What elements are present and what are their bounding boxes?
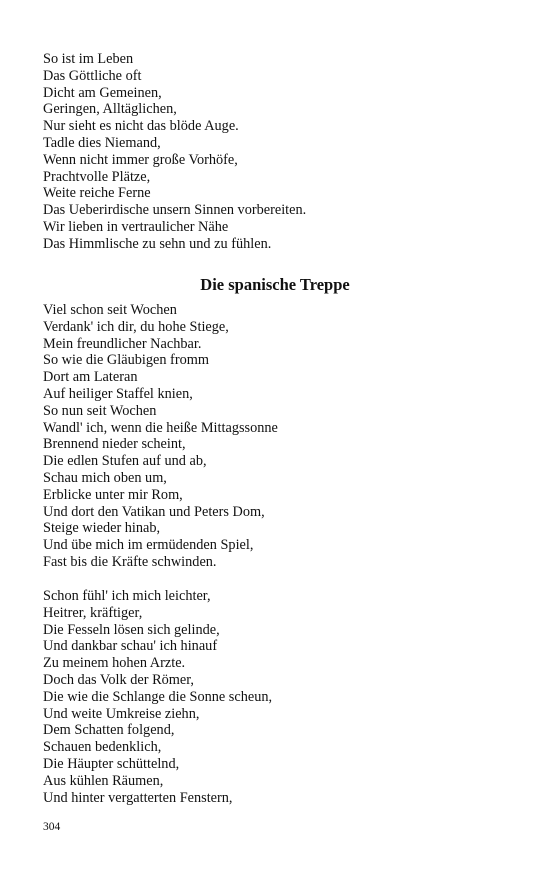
verse-line: Dem Schatten folgend, (43, 722, 175, 739)
verse-line: Und dankbar schau' ich hinauf (43, 638, 218, 655)
page-number: 304 (43, 821, 61, 833)
verse-line: Brennend nieder scheint, (43, 436, 186, 453)
verse-line: Aus kühlen Räumen, (43, 772, 164, 789)
verse-line: Dort am Lateran (43, 369, 138, 386)
verse-line: Die Häupter schüttelnd, (43, 755, 180, 772)
verse-line: Nur sieht es nicht das blöde Auge. (43, 118, 239, 135)
verse-line: Zu meinem hohen Arzte. (43, 655, 186, 672)
verse-line: Und übe mich im ermüdenden Spiel, (43, 537, 254, 554)
poem-title: Die spanische Treppe (200, 275, 350, 294)
verse-line: Schon fühl' ich mich leichter, (43, 588, 211, 604)
verse-line: Das Ueberirdische unsern Sinnen vorbereiten. (43, 202, 307, 219)
verse-line: So nun seit Wochen (43, 402, 157, 419)
verse-line: Die Fesseln lösen sich gelinde, (43, 621, 220, 638)
previous-poem-ending (43, 51, 306, 253)
verse-line: Und weite Umkreise ziehn, (43, 705, 200, 722)
verse-line: Schau mich oben um, (43, 469, 167, 486)
verse-line: Fast bis die Kräfte schwinden. (43, 553, 217, 570)
verse-line: Wir lieben in vertraulicher Nähe (43, 218, 229, 235)
verse-line: So wie die Gläubigen fromm (43, 352, 209, 369)
verse-line: Erblicke unter mir Rom, (43, 486, 183, 503)
verse-line: Das Himmlische zu sehn und zu fühlen. (43, 235, 272, 252)
verse-line: Viel schon seit Wochen (43, 302, 177, 318)
verse-line: Und hinter vergatterten Fenstern, (43, 789, 233, 806)
verse-line: Heitrer, kräftiger, (43, 604, 143, 621)
verse-line: Weite reiche Ferne (43, 185, 151, 202)
verse-line: Wenn nicht immer große Vorhöfe, (43, 151, 238, 168)
verse-line: So ist im Leben (43, 51, 134, 67)
stanza-one (43, 302, 278, 571)
verse-line: Die wie die Schlange die Sonne scheun, (43, 688, 273, 705)
verse-line: Und dort den Vatikan und Peters Dom, (43, 503, 265, 520)
verse-line: Doch das Volk der Römer, (43, 671, 194, 688)
verse-line: Das Göttliche oft (43, 67, 142, 84)
verse-line: Mein freundlicher Nachbar. (43, 335, 202, 352)
verse-line: Steige wieder hinab, (43, 520, 161, 537)
stanza-two (43, 588, 272, 806)
verse-line: Prachtvolle Plätze, (43, 168, 151, 185)
verse-line: Schauen bedenklich, (43, 739, 162, 756)
verse-line: Dicht am Gemeinen, (43, 84, 162, 101)
verse-line: Auf heiliger Staffel knien, (43, 385, 193, 402)
verse-line: Tadle dies Niemand, (43, 134, 161, 151)
verse-line: Geringen, Alltäglichen, (43, 101, 177, 118)
verse-line: Wandl' ich, wenn die heiße Mittagssonne (43, 419, 278, 436)
verse-line: Verdank' ich dir, du hohe Stiege, (43, 318, 229, 335)
verse-line: Die edlen Stufen auf und ab, (43, 453, 207, 470)
